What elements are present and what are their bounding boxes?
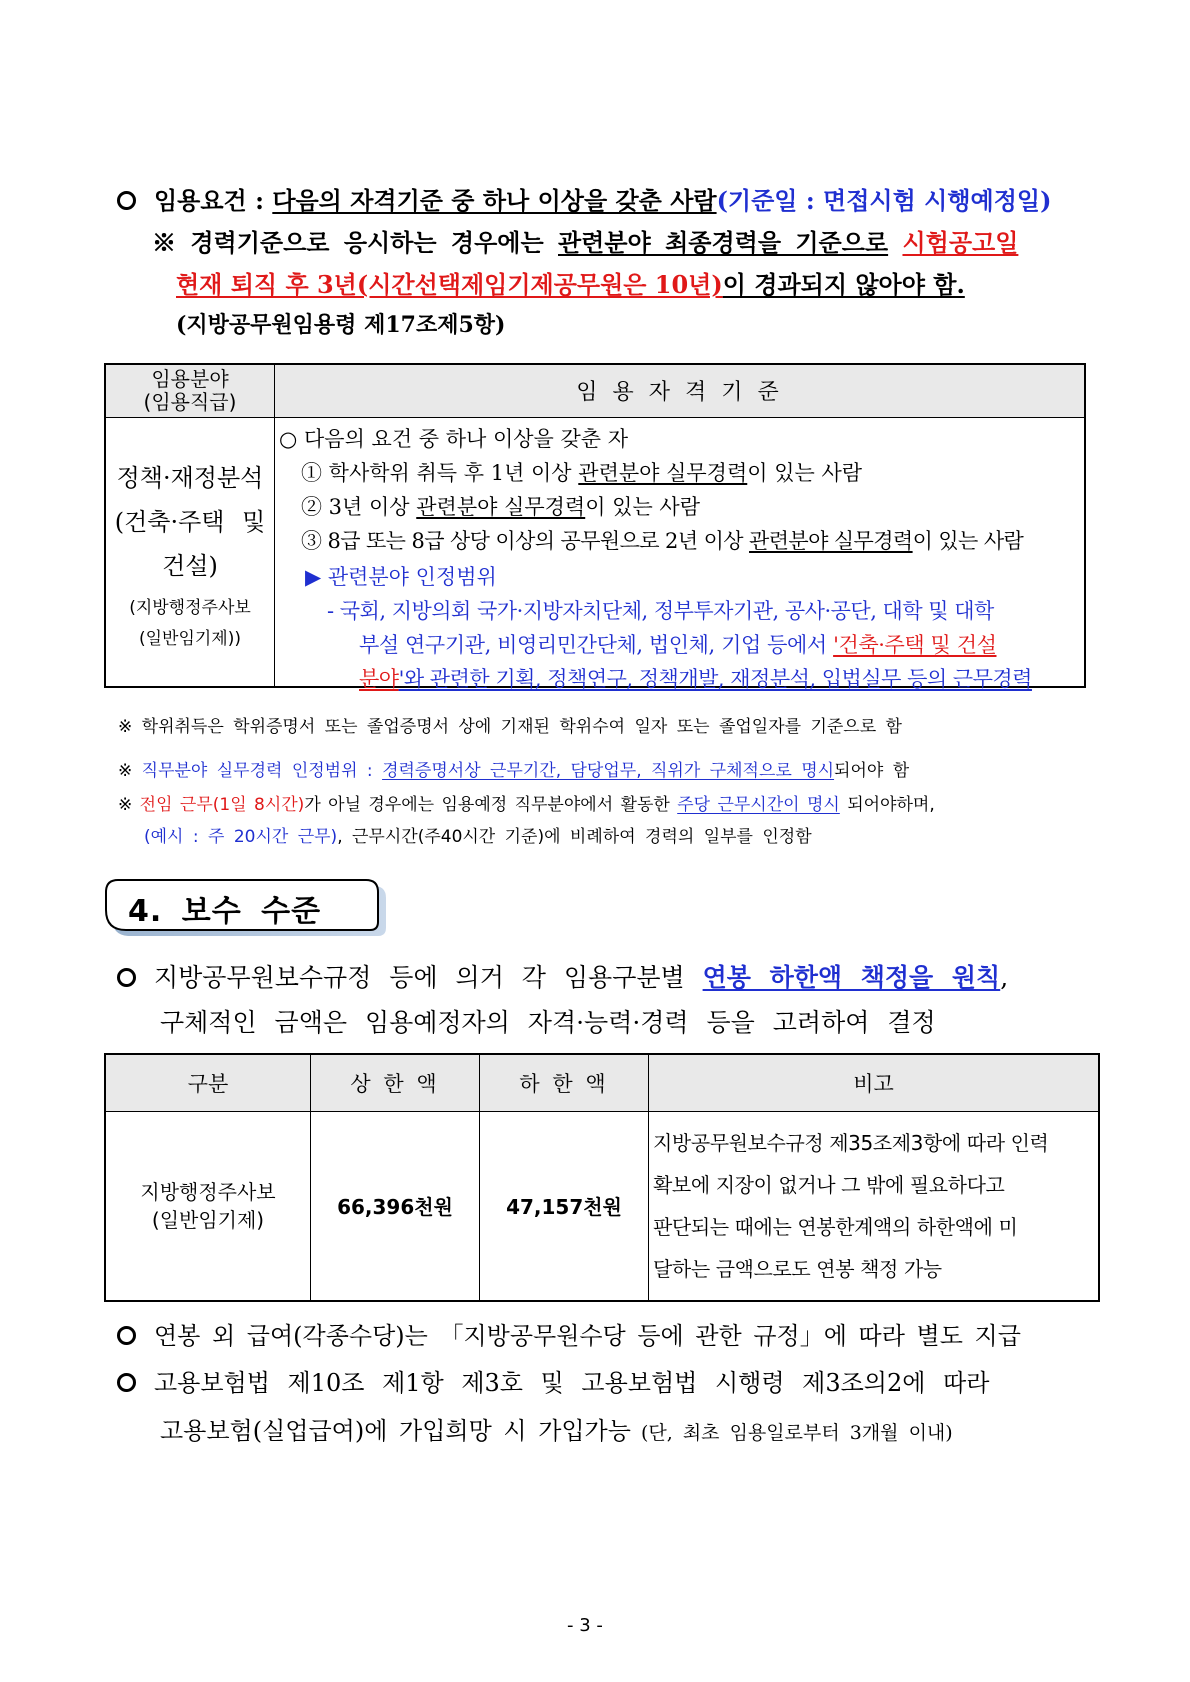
criteria-item-1: ① 학사학위 취득 후 1년 이상 관련분야 실무경력이 있는 사람 [301, 460, 863, 485]
pay-header-lower: 하 한 액 [480, 1054, 649, 1111]
requirement-text: 다음의 자격기준 중 하나 이상을 갖춘 사람 [272, 186, 717, 215]
qualification-table [104, 363, 1086, 691]
requirement-line [117, 181, 1051, 216]
section-title: 4. 보수 수준 [128, 894, 322, 929]
note-degree: ※ 학위취득은 학위증명서 또는 졸업증명서 상에 기재된 학위수여 일자 또는 졸업일자를 기준으로 함 [118, 717, 902, 737]
insurance-line-2: 고용보험(실업급여)에 가입희망 시 가입가능 (단, 최초 임용일로부터 3개월 이내) [160, 1417, 953, 1445]
criteria-item-3: ③ 8급 또는 8급 상당 이상의 공무원으로 2년 이상 관련분야 실무경력이 있는 사람 [301, 528, 1024, 553]
pay-upper-value: 66,396천원 [311, 1111, 480, 1301]
base-date-note: (기준일 : 면접시험 시행예정일) [716, 186, 1052, 215]
pay-header-remark: 비고 [649, 1054, 1100, 1111]
pay-principle-line-2: 구체적인 금액은 임용예정자의 자격·능력·경력 등을 고려하여 결정 [160, 1008, 936, 1037]
table-header-field: 임용분야 (임용직급) [105, 364, 275, 417]
circle-bullet-icon [117, 1326, 136, 1345]
career-note-line-2: 현재 퇴직 후 3년(시간선택제임기제공무원은 10년)이 경과되지 않아야 함. [176, 270, 965, 299]
regulation-reference: (지방공무원임용령 제17조제5항) [176, 312, 506, 338]
allowance-line: 연봉 외 급여(각종수당)는 「지방공무원수당 등에 관한 규정」에 따라 별도 지급 [117, 1316, 1021, 1351]
circle-bullet-icon [117, 1373, 136, 1392]
pay-principle-line: 지방공무원보수규정 등에 의거 각 임용구분별 연봉 하한액 책정을 원칙, [117, 958, 1008, 994]
pay-header-category: 구분 [105, 1054, 311, 1111]
circle-bullet-icon [117, 968, 136, 987]
note-career-scope: ※ 직무분야 실무경력 인정범위 : 경력증명서상 근무기간, 담당업무, 직위가 구체적으로 명시되어야 함 [118, 761, 910, 781]
note-example: (예시 : 주 20시간 근무), 근무시간(주40시간 기준)에 비례하여 경력의 일부를 인정함 [144, 827, 812, 847]
pay-remark: 지방공무원보수규정 제35조제3항에 따라 인력 확보에 지장이 없거나 그 밖에 필요하다고 판단되는 때에는 연봉한계액의 하한액에 미 달하는 금액으로도 연봉 책정 가능 [649, 1111, 1100, 1301]
field-cell: 정책·재정분석 (건축·주택 및 건설) (지방행정주사보 (일반임기제)) [105, 417, 275, 687]
insurance-line: 고용보험법 제10조 제1항 제3호 및 고용보험법 시행령 제3조의2에 따라 [117, 1363, 989, 1398]
scope-title: ▶ 관련분야 인정범위 [305, 564, 497, 589]
page-number: - 3 - [567, 1615, 603, 1636]
scope-line-3: 분야'와 관련한 기획, 정책연구, 정책개발, 재정분석, 입법실무 등의 근무경력 [359, 666, 1032, 691]
pay-header-upper: 상 한 액 [311, 1054, 480, 1111]
criteria-item-2: ② 3년 이상 관련분야 실무경력이 있는 사람 [301, 494, 700, 519]
circle-bullet-icon [117, 191, 136, 210]
career-note-line: ※ 경력기준으로 응시하는 경우에는 관련분야 최종경력을 기준으로 시험공고일 [152, 228, 1019, 257]
scope-line-2: 부설 연구기관, 비영리민간단체, 법인체, 기업 등에서 '건축·주택 및 건설 [359, 632, 997, 657]
table-header-criteria: 임 용 자 격 기 준 [275, 364, 1086, 417]
pay-table [104, 1053, 1100, 1302]
note-full-time: ※ 전임 근무(1일 8시간)가 아닐 경우에는 임용예정 직무분야에서 활동한 주당 근무시간이 명시 되어야하며, [118, 795, 935, 815]
pay-row-grade: 지방행정주사보 (일반임기제) [105, 1111, 311, 1301]
scope-line-1: - 국회, 지방의회 국가·지방자치단체, 정부투자기관, 공사·공단, 대학 및 대학 [327, 598, 994, 623]
requirement-label: 임용요건 : [154, 186, 273, 215]
criteria-cell [275, 417, 1086, 691]
section-heading-tab [104, 878, 390, 938]
criteria-intro: ○ 다음의 요건 중 하나 이상을 갖춘 자 [279, 426, 629, 451]
pay-lower-value: 47,157천원 [480, 1111, 649, 1301]
